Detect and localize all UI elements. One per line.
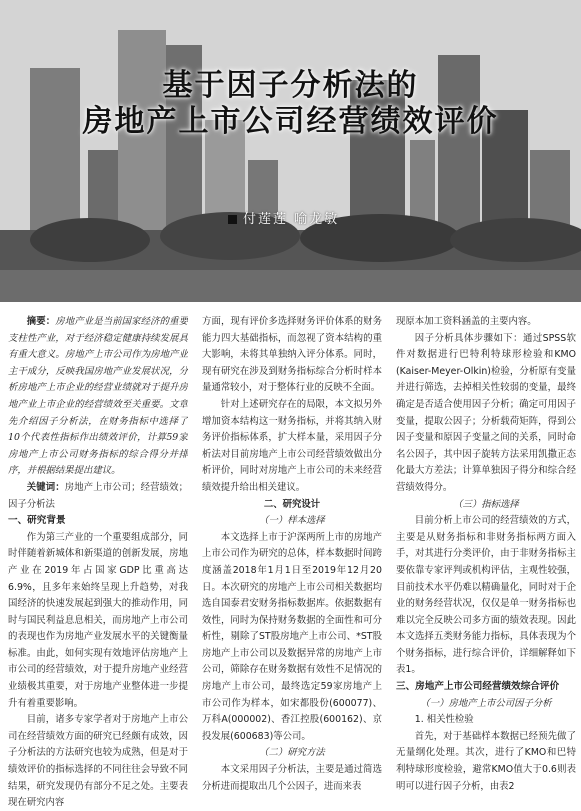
paragraph: 本文采用因子分析法，主要是通过简选分析进而提取出几个公因子，进而来表 [202,764,382,792]
subsection-heading: （一）样本选择 [259,515,325,527]
paragraph: 方面，现有评价多选择财务评价体系的财务能力四大基础指标，而忽视了资本结构的重大影响，未将其单独纳入评分体系。同时，现有研究在涉及到财务指标综合分析时样本量通常较小，对于整体行业的反映不全面。 [202,316,382,394]
article-body [8,314,576,808]
section-2-heading: 二、研究设计 [263,498,321,510]
subsection-heading: （一）房地产上市公司因子分析 [420,697,552,709]
keywords-text: 房地产上市公司；经营绩效；因子分析法 [8,481,188,510]
article-title-line-1: 基于因子分析法的 [162,68,419,103]
abstract [8,314,188,480]
article-title-line-2: 房地产上市公司经营绩效评价 [82,104,499,139]
paragraph: 1. 相关性检验 [414,714,474,726]
paragraph: 作为第三产业的一个重要组成部分，同时伴随着新城体和新渠道的创新发展，房地产业在2019年占国家GDP比重高达6.9%，且多年来始终呈现上升趋势，对我国经济的快速发展起到强大的推动作用，同时与国民利益息息相关，而房地产上市公司的表现也作为房地产业发展水平的关键衡量标准。由此，如何实现有效地评估房地产上市公司的经营绩效，对于提升房地产业经营业绩极其重要，对于房地产业整体进一步提升有着重要影响。 [8,531,188,709]
paragraph: 目前分析上市公司的经营绩效的方式，主要是从财务指标和非财务指标两方面入手，对其进行分类评价，由于非财务指标主要依靠专家评判或机构评估，主观性较强，目前技术水平仍难以精确量化，同时对于企业的财务经营状况，仅仅是单一财务指标也难以完全反映公司多方面的绩效表现。因此本文选择五类财务能力指标，具体表现为个个财务指标，进行综合评价，详细解释如下表1。 [396,515,576,676]
subsection-heading: （二）研究方法 [259,747,325,759]
section-3-heading: 三、房地产上市公司经营绩效综合评价 [396,681,560,693]
section-1-heading: 一、研究背景 [8,515,66,527]
paragraph: 首先，对于基础样本数据已经预先做了无量纲化处理。其次，进行了KMO和巴特利特球形度检验，避常KMO值大于0.6则表明可以进行因子分析，由表2 [396,730,576,792]
keywords-label: 关键词： [26,481,65,493]
city-skyline-photo [0,0,581,302]
subsection-heading: （三）指标选择 [453,498,519,510]
paragraph: 因子分析具体步骤如下：通过SPSS软件对数据进行巴特利特球形检验和KMO (Kaiser-Meyer-Olkin)检验，分析原有变量并进行筛选，去掉相关性较弱的变量，最终确定是否适合使用因子分析；确定可用因子变量，提取公因子；分析载荷矩阵，得到公因子变量和原因子变量之间的关系，同时命名公因子，其中因子旋转方法采用凯撒正态化最大方差法；计算单独因子得分和综合经营绩效得分。 [396,332,576,493]
paragraph: 现原本加工资料涵盖的主要内容。 [396,316,537,327]
header-banner-image [0,0,581,302]
column-2 [202,314,382,808]
column-3 [396,314,576,808]
abstract-label: 摘要： [26,316,56,327]
author-line [228,208,339,227]
column-1 [8,314,188,808]
keywords [8,480,188,513]
paragraph: 本文选择上市于沪深两所上市的房地产上市公司作为研究的总体，样本数据时间跨度涵盖2018年1月1日至2019年12月20日。本次研究的房地产上市公司相关数据均选自国泰君安财务指标数据库。依据数据有效性，同时为保持财务数据的全面性和可分析性，剔除了ST股房地产上市公司、*ST股房地产上市公司以及数据异常的房地产上市公司，筛除存在财务数据有效性不足情况的房地产上市公司，最终选定59家房地产上市公司作为样本，如宋都股份(600077)、万科A(000002)、香江控股(600162)、京投发展(600683)等公司。 [202,531,382,742]
author-names: 付莲莲 喻龙敏 [243,212,340,227]
abstract-text: 房地产业是当前国家经济的重要支柱性产业，对于经济稳定健康持续发展具有重大意义。房地产上市公司作为房地产业主干成分，反映我国房地产业发展状况，分析房地产上市企业的经营业绩就对于提升房地产业上市企业的经营绩效至关重要。文章先介绍因子分析法，在财务指标中选择了10个代表性指标作出绩效评价，计算59家房地产上市公司财务指标的综合得分并排序，并根据结果提出建议。 [8,316,188,477]
paragraph: 针对上述研究存在的局限，本文拟另外增加资本结构这一财务指标，并将其纳入财务评价指标体系，扩大样本量，采用因子分析法对目前房地产上市公司经营绩效做出分析评价，同时对房地产上市公司的未来经营绩效提升给出相关建议。 [202,398,382,493]
paragraph: 目前，诸多专家学者对于房地产上市公司在经营绩效方面的研究已经颇有成效，因子分析法的方法研究也较为成熟，但是对于绩效评价的指标选择的不同往往会导致不同结果，研究发现仍有部分不足之处。主要表现在研究内容 [8,714,188,808]
bullet-square-icon [228,215,237,224]
